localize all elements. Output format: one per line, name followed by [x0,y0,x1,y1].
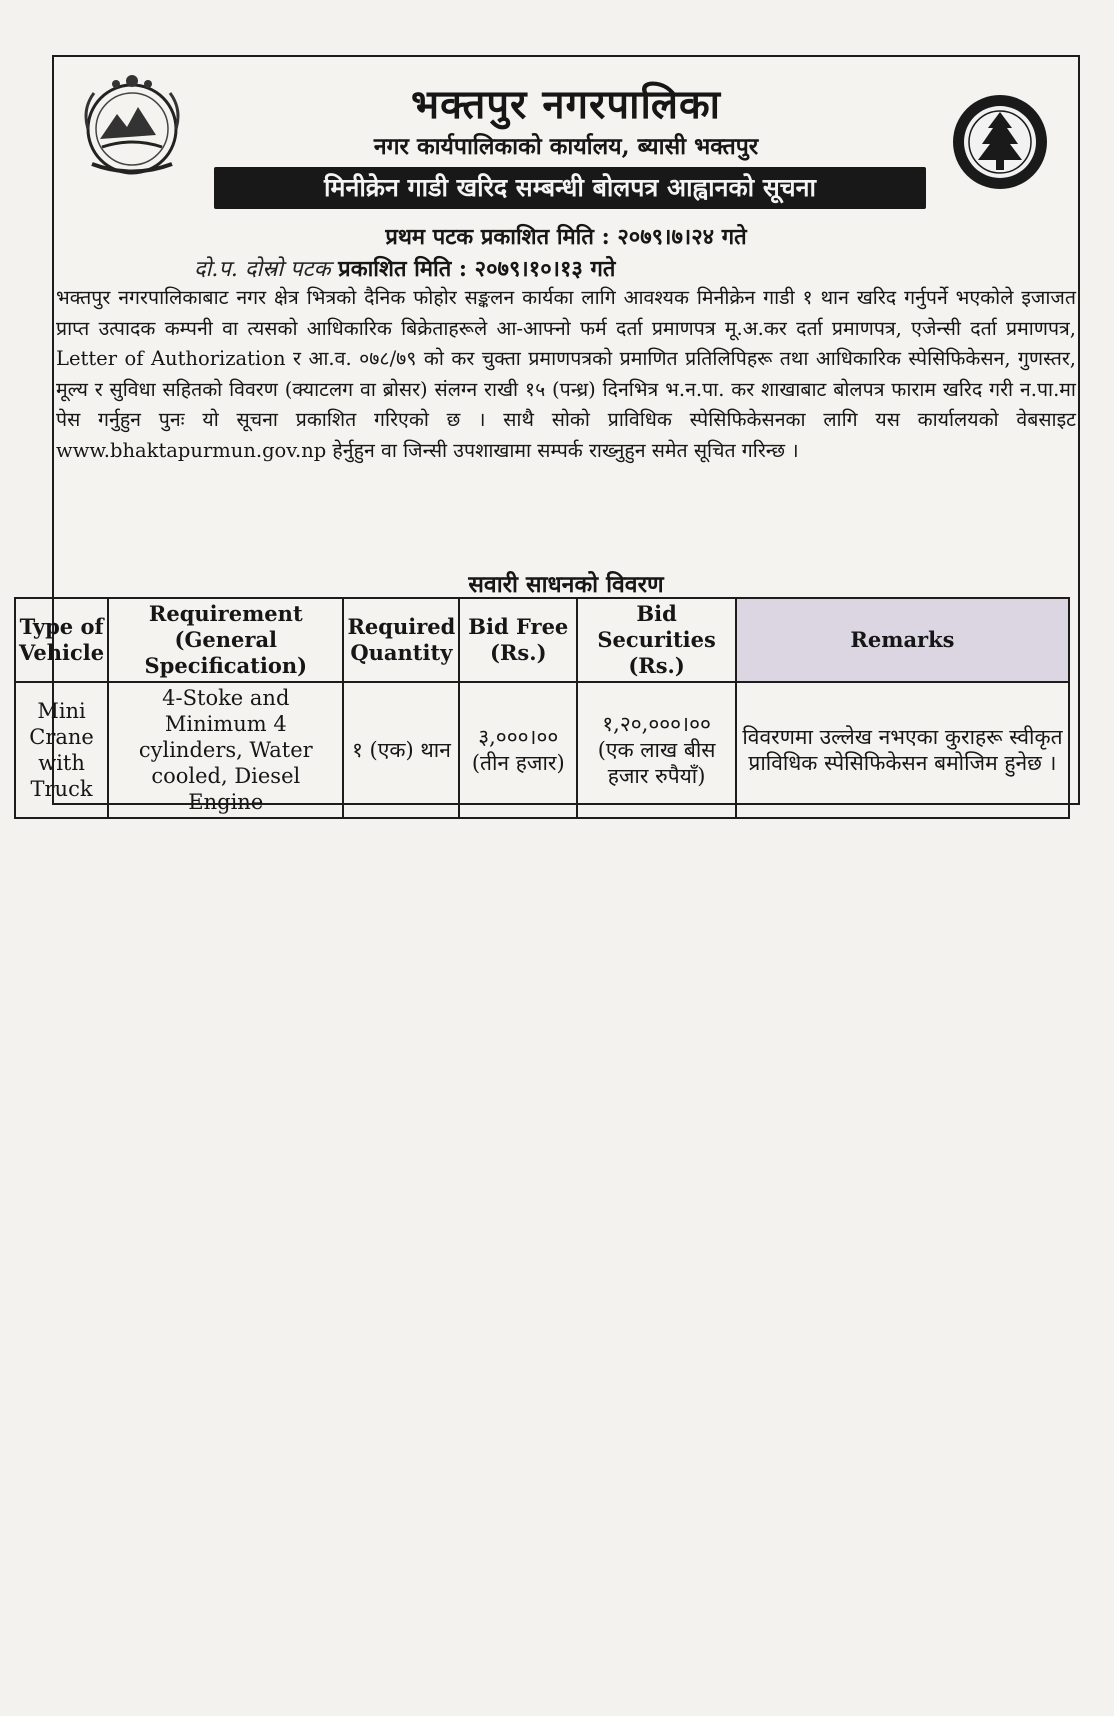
cell-required-quantity: १ (एक) थान [343,682,459,818]
cell-bid-securities: १,२०,०००।०० (एक लाख बीस हजार रुपैयाँ) [577,682,736,818]
header-remarks: Remarks [736,598,1069,682]
table-row [15,682,1069,818]
vehicle-specification-table [14,597,1070,819]
public-notice [19,55,1080,814]
handwritten-note: दो.प. दोस्रो पटक [194,257,331,282]
cell-bid-fee: ३,०००।०० (तीन हजार) [459,682,577,818]
cell-remarks: विवरणमा उल्लेख नभएका कुराहरू स्वीकृत प्राविधिक स्पेसिफिकेसन बमोजिम हुनेछ । [736,682,1069,818]
first-publication-date: प्रथम पटक प्रकाशित मिति : २०७९।७।२४ गते [385,224,747,250]
municipality-tree-logo-icon [950,92,1050,192]
header-bid-securities: Bid Securities (Rs.) [577,598,736,682]
second-publication-label: प्रकाशित मिति : २०७९।१०।१३ गते [338,256,616,282]
office-name: नगर कार्यपालिकाको कार्यालय, ब्यासी भक्तपुर [373,133,759,160]
organization-name: भक्तपुर नगरपालिका [410,81,722,128]
header-requirement: Requirement (General Specification) [108,598,343,682]
header-required-quantity: Required Quantity [343,598,459,682]
cell-type-of-vehicle: Mini Crane with Truck [15,682,108,818]
notice-title-banner: मिनीक्रेन गाडी खरिद सम्बन्धी बोलपत्र आह्वानको सूचना [214,167,926,209]
header-type-of-vehicle: Type of Vehicle [15,598,108,682]
header-bid-fee: Bid Free (Rs.) [459,598,577,682]
notice-body-paragraph: भक्तपुर नगरपालिकाबाट नगर क्षेत्र भित्रको दैनिक फोहोर सङ्कलन कार्यका लागि आवश्यक मिनीक्रेन गाडी १ थान खरिद गर्नुपर्ने भएकोले इजाजत प्राप्त उत्पादक कम्पनी वा त्यसको आधिकारिक बिक्रेताहरूले आ-आफ्नो फर्म दर्ता प्रमाणपत्र मू.अ.कर दर्ता प्रमाणपत्र, एजेन्सी दर्ता प्रमाणपत्र, Letter of Authorization र आ.व. ०७८/७९ को कर चुक्ता प्रमाणपत्रको प्रमाणित प्रतिलिपिहरू तथा आधिकारिक स्पेसिफिकेसन, गुणस्तर, मूल्य र सुविधा सहितको विवरण (क्याटलग वा ब्रोसर) संलग्न राखी १५ (पन्ध्र) दिनभित्र भ.न.पा. कर शाखाबाट बोलपत्र फाराम खरिद गरी न.पा.मा पेस गर्नुहुन पुनः यो सूचना प्रकाशित गरिएको छ । साथै सोको प्राविधिक स्पेसिफिकेसनका लागि यस कार्यालयको वेबसाइट www.bhaktapurmun.gov.np हेर्नुहुन वा जिन्सी उपशाखामा सम्पर्क राख्नुहुन समेत सूचित गरिन्छ । [56,286,1076,462]
cell-requirement: 4-Stoke and Minimum 4 cylinders, Water cooled, Diesel Engine [108,682,343,818]
table-header-row [15,598,1069,682]
vehicle-details-title: सवारी साधनको विवरण [468,571,664,598]
second-publication-date [194,253,615,283]
